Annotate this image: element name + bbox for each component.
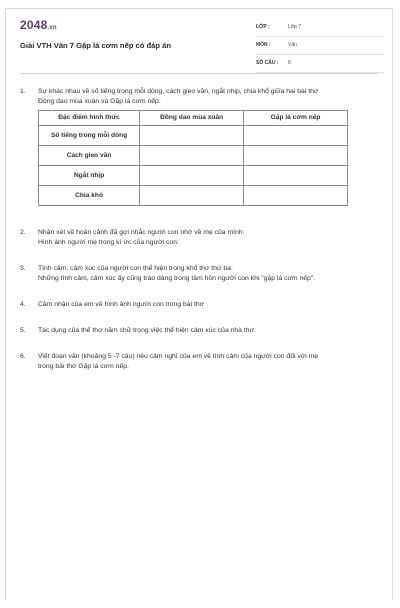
table-cell[interactable] bbox=[244, 166, 348, 186]
question-text: Cảm nhận của em về hình ảnh người con trong bài thơ bbox=[38, 301, 205, 308]
question-text: Viết đoạn văn (khoảng 5 -7 câu) nêu cảm nghĩ của em về tình cảm của người con đối với mẹ bbox=[38, 353, 319, 360]
brand-logo[interactable] bbox=[20, 18, 57, 32]
brand-name: 2048 bbox=[20, 18, 48, 32]
table-header: Đặc điểm hình thức bbox=[39, 111, 140, 126]
meta-row-class bbox=[256, 21, 384, 37]
question-text: Đồng dao mùa xuân và Gặp lá cơm nếp: bbox=[38, 98, 161, 105]
meta-value: Văn bbox=[288, 42, 297, 48]
table-cell[interactable] bbox=[244, 146, 348, 166]
meta-row-subject bbox=[256, 39, 384, 55]
question-text: Tình cảm, cảm xúc của người con thể hiện trong khổ thơ thứ ba: bbox=[38, 265, 233, 272]
table-row bbox=[39, 166, 348, 186]
table-cell[interactable] bbox=[140, 186, 244, 206]
document-page bbox=[5, 8, 393, 600]
comparison-table bbox=[38, 110, 348, 206]
meta-value: 6 bbox=[288, 60, 291, 66]
question-text: Tác dụng của thể thơ năm chữ trong việc thể hiện cảm xúc của nhà thơ: bbox=[38, 327, 256, 334]
document-header bbox=[6, 9, 392, 65]
meta-label: SỐ CÂU : bbox=[256, 60, 279, 66]
table-row-label: Ngắt nhịp bbox=[39, 166, 140, 186]
table-cell[interactable] bbox=[140, 146, 244, 166]
question-1 bbox=[20, 87, 378, 206]
meta-value: Lớp 7 bbox=[288, 24, 302, 30]
question-text: Nhận xét về hoàn cảnh đã gợi nhắc người con nhớ về mẹ của mình: bbox=[38, 229, 245, 236]
question-number: 2. bbox=[20, 229, 26, 236]
table-cell[interactable] bbox=[244, 126, 348, 146]
question-6 bbox=[20, 352, 378, 372]
table-row-label: Số tiếng trong mỗi dòng bbox=[39, 126, 140, 146]
header-divider bbox=[20, 73, 378, 74]
table-header-row bbox=[39, 111, 348, 126]
question-5 bbox=[20, 326, 378, 336]
question-text: Sự khác nhau về số tiếng trong mỗi dòng, cách gieo vần, ngắt nhịp, chia khổ giữa hai bài thơ bbox=[38, 88, 319, 95]
question-number: 4. bbox=[20, 301, 26, 308]
table-header: Đồng dao mùa xuân bbox=[140, 111, 244, 126]
meta-label: LỚP : bbox=[256, 24, 270, 30]
meta-info bbox=[256, 21, 384, 75]
table-cell[interactable] bbox=[244, 186, 348, 206]
question-3 bbox=[20, 264, 378, 284]
table-cell[interactable] bbox=[140, 166, 244, 186]
table-row bbox=[39, 126, 348, 146]
table-cell[interactable] bbox=[140, 126, 244, 146]
question-number: 6. bbox=[20, 353, 26, 360]
question-4 bbox=[20, 300, 378, 310]
question-number: 5. bbox=[20, 327, 26, 334]
question-text: trong bài thơ Gặp lá cơm nếp. bbox=[38, 363, 129, 370]
page-title: Giải VTH Văn 7 Gặp lá cơm nếp có đáp án bbox=[20, 41, 171, 50]
question-text: Hình ảnh người mẹ trong kí ức của người con: bbox=[38, 239, 179, 246]
meta-label: MÔN : bbox=[256, 42, 271, 48]
question-2 bbox=[20, 228, 378, 248]
table-row bbox=[39, 146, 348, 166]
brand-tld: .vn bbox=[47, 25, 57, 31]
question-text: Những tình cảm, cảm xúc ấy cũng trào dâng trong tâm hồn người con khi "gặp lá cơm nếp". bbox=[38, 275, 316, 282]
meta-row-count bbox=[256, 57, 384, 73]
table-row-label: Chia khổ bbox=[39, 186, 140, 206]
question-list bbox=[20, 87, 378, 388]
question-number: 1. bbox=[20, 88, 26, 95]
table-header: Gặp lá cơm nếp bbox=[244, 111, 348, 126]
table-row bbox=[39, 186, 348, 206]
table-row-label: Cách gieo vần bbox=[39, 146, 140, 166]
question-number: 3. bbox=[20, 265, 26, 272]
